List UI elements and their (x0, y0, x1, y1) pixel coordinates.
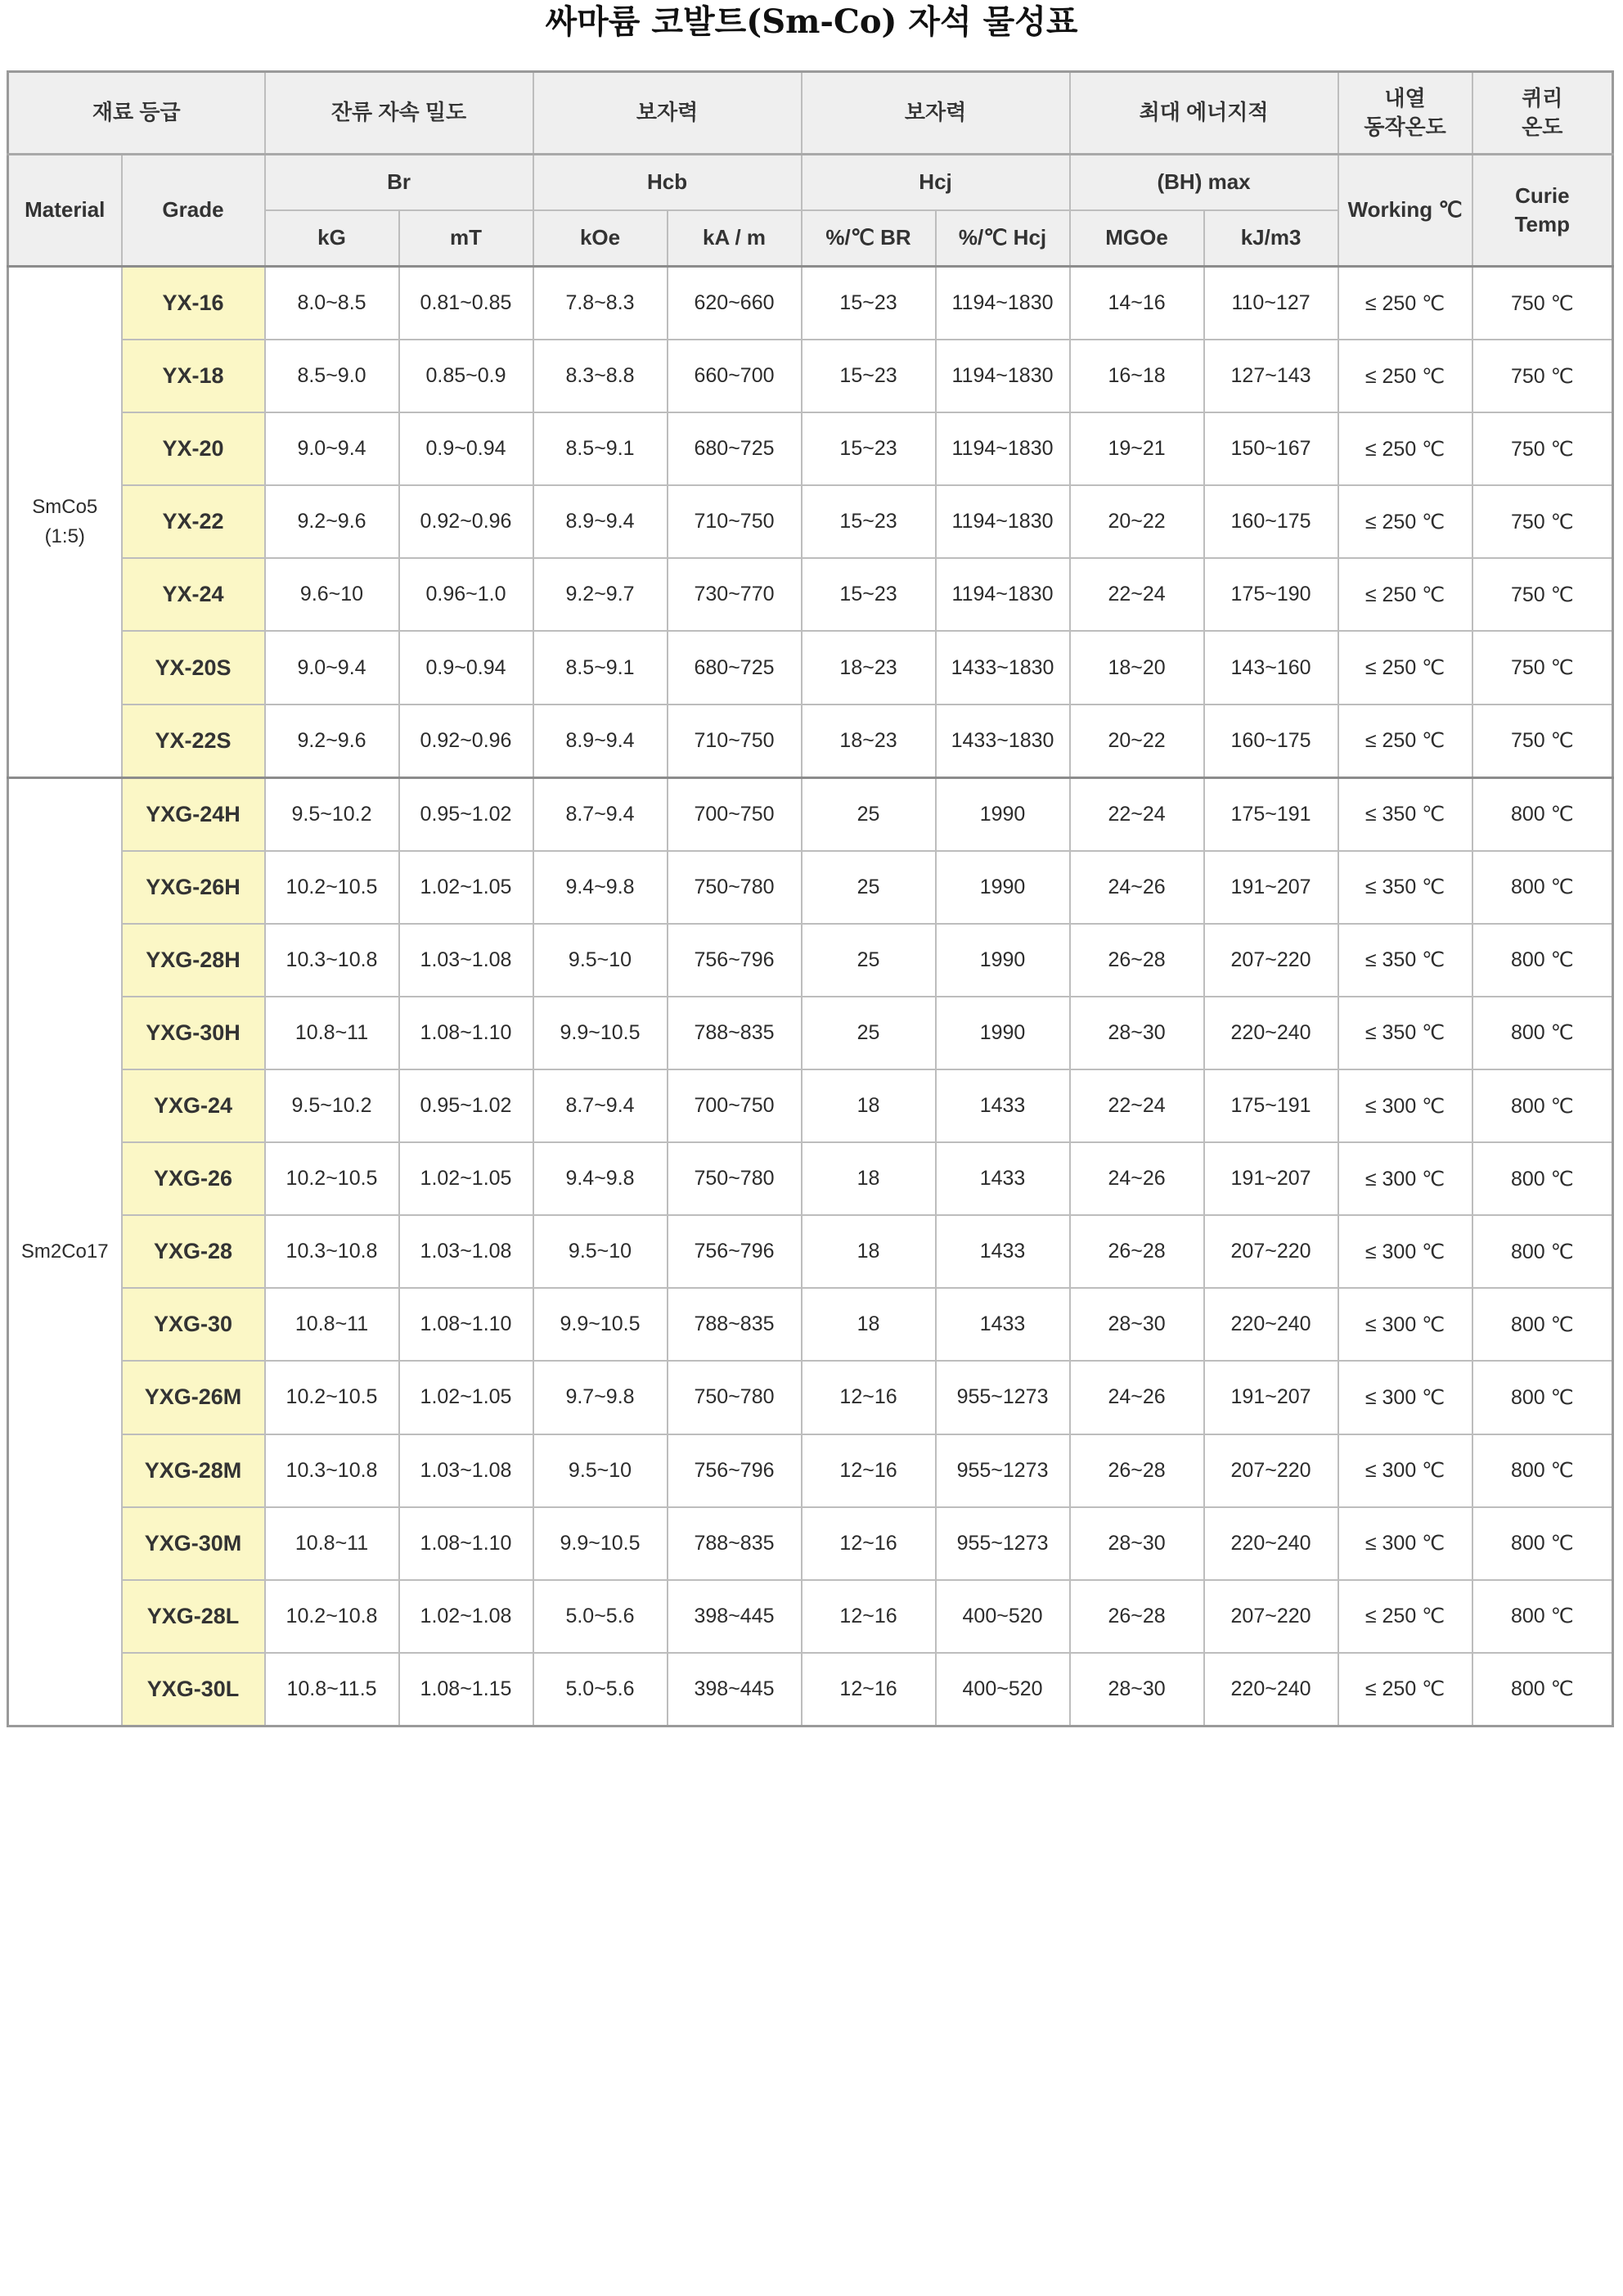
kam-cell: 756~796 (668, 1434, 802, 1507)
pct-hcj-cell: 1194~1830 (936, 485, 1070, 558)
pct-br-cell: 18~23 (802, 631, 936, 704)
pct-hcj-cell: 1433~1830 (936, 631, 1070, 704)
header-material: Material (8, 155, 122, 267)
working-cell: ≤ 250 ℃ (1338, 558, 1472, 631)
kg-cell: 9.5~10.2 (265, 777, 399, 851)
kjm3-cell: 175~191 (1204, 1069, 1338, 1142)
kjm3-cell: 191~207 (1204, 1142, 1338, 1215)
kg-cell: 8.5~9.0 (265, 340, 399, 412)
working-cell: ≤ 350 ℃ (1338, 851, 1472, 924)
pct-hcj-cell: 1194~1830 (936, 267, 1070, 340)
kam-cell: 750~780 (668, 1361, 802, 1434)
mt-cell: 1.02~1.05 (399, 1361, 533, 1434)
pct-br-cell: 12~16 (802, 1653, 936, 1727)
kjm3-cell: 191~207 (1204, 851, 1338, 924)
pct-br-cell: 25 (802, 997, 936, 1069)
kg-cell: 10.8~11 (265, 1288, 399, 1361)
table-row (8, 1069, 1613, 1142)
kam-cell: 756~796 (668, 924, 802, 997)
header-unit-pct-br: %/℃ BR (802, 210, 936, 267)
pct-br-cell: 15~23 (802, 485, 936, 558)
mt-cell: 1.02~1.05 (399, 1142, 533, 1215)
mt-cell: 0.95~1.02 (399, 777, 533, 851)
pct-hcj-cell: 1194~1830 (936, 412, 1070, 485)
kam-cell: 398~445 (668, 1580, 802, 1653)
grade-cell: YXG-28 (122, 1215, 265, 1288)
koe-cell: 7.8~8.3 (533, 267, 668, 340)
koe-cell: 9.9~10.5 (533, 997, 668, 1069)
curie-cell: 800 ℃ (1472, 1434, 1613, 1507)
pct-br-cell: 18~23 (802, 705, 936, 778)
mgoe-cell: 16~18 (1070, 340, 1204, 412)
curie-cell: 750 ℃ (1472, 412, 1613, 485)
kg-cell: 10.2~10.8 (265, 1580, 399, 1653)
pct-hcj-cell: 1433 (936, 1069, 1070, 1142)
mt-cell: 1.02~1.05 (399, 851, 533, 924)
kam-cell: 788~835 (668, 1288, 802, 1361)
kg-cell: 9.5~10.2 (265, 1069, 399, 1142)
working-cell: ≤ 300 ℃ (1338, 1142, 1472, 1215)
pct-br-cell: 15~23 (802, 412, 936, 485)
pct-br-cell: 25 (802, 851, 936, 924)
curie-cell: 750 ℃ (1472, 340, 1613, 412)
kg-cell: 9.0~9.4 (265, 412, 399, 485)
kjm3-cell: 150~167 (1204, 412, 1338, 485)
curie-cell: 800 ℃ (1472, 1361, 1613, 1434)
mt-cell: 0.92~0.96 (399, 705, 533, 778)
koe-cell: 9.4~9.8 (533, 851, 668, 924)
kjm3-cell: 175~190 (1204, 558, 1338, 631)
grade-cell: YX-22S (122, 705, 265, 778)
page-title: 싸마륨 코발트(Sm-Co) 자석 물성표 (545, 2, 1078, 41)
koe-cell: 9.5~10 (533, 924, 668, 997)
kam-cell: 700~750 (668, 777, 802, 851)
header-unit-mt: mT (399, 210, 533, 267)
table-row (8, 340, 1613, 412)
kg-cell: 10.8~11.5 (265, 1653, 399, 1727)
kam-cell: 660~700 (668, 340, 802, 412)
pct-br-cell: 12~16 (802, 1361, 936, 1434)
kg-cell: 9.2~9.6 (265, 705, 399, 778)
header-grade: Grade (122, 155, 265, 267)
pct-hcj-cell: 1990 (936, 851, 1070, 924)
header-working: Working ℃ (1338, 155, 1472, 267)
kam-cell: 680~725 (668, 631, 802, 704)
header-bh-ko: 최대 에너지적 (1070, 72, 1338, 155)
table-row (8, 1507, 1613, 1580)
working-cell: ≤ 250 ℃ (1338, 340, 1472, 412)
grade-cell: YXG-24 (122, 1069, 265, 1142)
pct-br-cell: 12~16 (802, 1580, 936, 1653)
table-row (8, 1434, 1613, 1507)
table-row (8, 777, 1613, 851)
pct-hcj-cell: 955~1273 (936, 1361, 1070, 1434)
koe-cell: 5.0~5.6 (533, 1653, 668, 1727)
header-unit-kam: kA / m (668, 210, 802, 267)
curie-cell: 800 ℃ (1472, 1142, 1613, 1215)
koe-cell: 8.7~9.4 (533, 777, 668, 851)
header-unit-koe: kOe (533, 210, 668, 267)
koe-cell: 9.9~10.5 (533, 1288, 668, 1361)
pct-br-cell: 15~23 (802, 340, 936, 412)
pct-br-cell: 15~23 (802, 558, 936, 631)
kjm3-cell: 220~240 (1204, 1507, 1338, 1580)
grade-cell: YXG-28L (122, 1580, 265, 1653)
kg-cell: 10.3~10.8 (265, 924, 399, 997)
kjm3-cell: 220~240 (1204, 997, 1338, 1069)
pct-hcj-cell: 1990 (936, 924, 1070, 997)
kg-cell: 9.0~9.4 (265, 631, 399, 704)
koe-cell: 8.3~8.8 (533, 340, 668, 412)
kjm3-cell: 143~160 (1204, 631, 1338, 704)
mgoe-cell: 26~28 (1070, 1215, 1204, 1288)
working-cell: ≤ 300 ℃ (1338, 1434, 1472, 1507)
kg-cell: 9.2~9.6 (265, 485, 399, 558)
koe-cell: 9.2~9.7 (533, 558, 668, 631)
pct-hcj-cell: 1433 (936, 1215, 1070, 1288)
curie-cell: 750 ℃ (1472, 485, 1613, 558)
grade-cell: YXG-30 (122, 1288, 265, 1361)
header-hcj-ko: 보자력 (802, 72, 1070, 155)
kg-cell: 8.0~8.5 (265, 267, 399, 340)
kg-cell: 10.3~10.8 (265, 1434, 399, 1507)
working-cell: ≤ 250 ℃ (1338, 1653, 1472, 1727)
pct-hcj-cell: 1990 (936, 997, 1070, 1069)
mt-cell: 1.08~1.10 (399, 1288, 533, 1361)
table-row (8, 1288, 1613, 1361)
mgoe-cell: 19~21 (1070, 412, 1204, 485)
table-row (8, 851, 1613, 924)
working-cell: ≤ 250 ℃ (1338, 705, 1472, 778)
mt-cell: 0.9~0.94 (399, 412, 533, 485)
pct-br-cell: 18 (802, 1215, 936, 1288)
working-cell: ≤ 300 ℃ (1338, 1069, 1472, 1142)
curie-cell: 800 ℃ (1472, 1069, 1613, 1142)
pct-br-cell: 18 (802, 1142, 936, 1215)
pct-hcj-cell: 400~520 (936, 1653, 1070, 1727)
mt-cell: 1.08~1.10 (399, 1507, 533, 1580)
pct-br-cell: 15~23 (802, 267, 936, 340)
header-hcb-ko: 보자력 (533, 72, 802, 155)
pct-br-cell: 12~16 (802, 1434, 936, 1507)
table-row (8, 412, 1613, 485)
working-cell: ≤ 250 ℃ (1338, 631, 1472, 704)
kjm3-cell: 191~207 (1204, 1361, 1338, 1434)
kjm3-cell: 220~240 (1204, 1653, 1338, 1727)
header-curie: Curie Temp (1472, 155, 1613, 267)
mt-cell: 1.03~1.08 (399, 924, 533, 997)
pct-hcj-cell: 1194~1830 (936, 340, 1070, 412)
koe-cell: 8.5~9.1 (533, 631, 668, 704)
kjm3-cell: 207~220 (1204, 1215, 1338, 1288)
kam-cell: 788~835 (668, 1507, 802, 1580)
mt-cell: 1.08~1.10 (399, 997, 533, 1069)
kam-cell: 680~725 (668, 412, 802, 485)
table-row (8, 1653, 1613, 1727)
table-row (8, 1142, 1613, 1215)
kjm3-cell: 127~143 (1204, 340, 1338, 412)
working-cell: ≤ 250 ℃ (1338, 1580, 1472, 1653)
kg-cell: 10.2~10.5 (265, 1142, 399, 1215)
kg-cell: 10.8~11 (265, 1507, 399, 1580)
curie-cell: 800 ℃ (1472, 1288, 1613, 1361)
kam-cell: 700~750 (668, 1069, 802, 1142)
mgoe-cell: 26~28 (1070, 1580, 1204, 1653)
kam-cell: 398~445 (668, 1653, 802, 1727)
mgoe-cell: 18~20 (1070, 631, 1204, 704)
working-cell: ≤ 350 ℃ (1338, 997, 1472, 1069)
header-bh: (BH) max (1070, 155, 1338, 211)
koe-cell: 8.9~9.4 (533, 705, 668, 778)
koe-cell: 9.5~10 (533, 1215, 668, 1288)
table-row (8, 558, 1613, 631)
curie-cell: 800 ℃ (1472, 924, 1613, 997)
grade-cell: YX-20S (122, 631, 265, 704)
header-br-ko: 잔류 자속 밀도 (265, 72, 533, 155)
material-cell: Sm2Co17 (8, 777, 122, 1726)
magnet-properties-table-container (7, 70, 1612, 1727)
mgoe-cell: 28~30 (1070, 997, 1204, 1069)
koe-cell: 9.9~10.5 (533, 1507, 668, 1580)
grade-cell: YXG-24H (122, 777, 265, 851)
grade-cell: YX-20 (122, 412, 265, 485)
mt-cell: 0.95~1.02 (399, 1069, 533, 1142)
pct-hcj-cell: 1433 (936, 1142, 1070, 1215)
mt-cell: 0.81~0.85 (399, 267, 533, 340)
kg-cell: 10.8~11 (265, 997, 399, 1069)
table-row (8, 631, 1613, 704)
kg-cell: 10.3~10.8 (265, 1215, 399, 1288)
kam-cell: 788~835 (668, 997, 802, 1069)
kjm3-cell: 207~220 (1204, 1434, 1338, 1507)
curie-cell: 750 ℃ (1472, 267, 1613, 340)
pct-br-cell: 25 (802, 924, 936, 997)
header-unit-pct-hcj: %/℃ Hcj (936, 210, 1070, 267)
table-body (8, 267, 1613, 1727)
mgoe-cell: 22~24 (1070, 1069, 1204, 1142)
kam-cell: 710~750 (668, 485, 802, 558)
koe-cell: 5.0~5.6 (533, 1580, 668, 1653)
mgoe-cell: 24~26 (1070, 851, 1204, 924)
curie-cell: 800 ℃ (1472, 1507, 1613, 1580)
pct-hcj-cell: 955~1273 (936, 1434, 1070, 1507)
kjm3-cell: 110~127 (1204, 267, 1338, 340)
mgoe-cell: 20~22 (1070, 485, 1204, 558)
table-row (8, 1361, 1613, 1434)
pct-br-cell: 25 (802, 777, 936, 851)
pct-br-cell: 18 (802, 1069, 936, 1142)
mgoe-cell: 28~30 (1070, 1288, 1204, 1361)
grade-cell: YXG-30M (122, 1507, 265, 1580)
mgoe-cell: 20~22 (1070, 705, 1204, 778)
mt-cell: 0.92~0.96 (399, 485, 533, 558)
mgoe-cell: 24~26 (1070, 1142, 1204, 1215)
working-cell: ≤ 350 ℃ (1338, 924, 1472, 997)
magnet-properties-table (7, 70, 1614, 1727)
header-unit-kjm3: kJ/m3 (1204, 210, 1338, 267)
working-cell: ≤ 300 ℃ (1338, 1215, 1472, 1288)
kam-cell: 750~780 (668, 851, 802, 924)
working-cell: ≤ 250 ℃ (1338, 485, 1472, 558)
mt-cell: 1.02~1.08 (399, 1580, 533, 1653)
table-row (8, 1580, 1613, 1653)
koe-cell: 9.7~9.8 (533, 1361, 668, 1434)
blank-page-area (0, 1743, 1623, 2296)
mt-cell: 1.08~1.15 (399, 1653, 533, 1727)
grade-cell: YX-22 (122, 485, 265, 558)
pct-hcj-cell: 1433~1830 (936, 705, 1070, 778)
header-row-korean (8, 72, 1613, 155)
header-br: Br (265, 155, 533, 211)
table-header (8, 72, 1613, 267)
kam-cell: 710~750 (668, 705, 802, 778)
curie-cell: 800 ℃ (1472, 1580, 1613, 1653)
grade-cell: YXG-30H (122, 997, 265, 1069)
pct-hcj-cell: 1194~1830 (936, 558, 1070, 631)
header-material-grade-ko: 재료 등급 (8, 72, 265, 155)
mt-cell: 1.03~1.08 (399, 1434, 533, 1507)
kjm3-cell: 207~220 (1204, 1580, 1338, 1653)
kam-cell: 750~780 (668, 1142, 802, 1215)
working-cell: ≤ 250 ℃ (1338, 267, 1472, 340)
mgoe-cell: 14~16 (1070, 267, 1204, 340)
curie-cell: 750 ℃ (1472, 631, 1613, 704)
kam-cell: 620~660 (668, 267, 802, 340)
koe-cell: 8.7~9.4 (533, 1069, 668, 1142)
grade-cell: YX-16 (122, 267, 265, 340)
table-row (8, 924, 1613, 997)
curie-cell: 800 ℃ (1472, 1215, 1613, 1288)
header-curie-ko: 퀴리 온도 (1472, 72, 1613, 155)
grade-cell: YX-18 (122, 340, 265, 412)
mt-cell: 1.03~1.08 (399, 1215, 533, 1288)
kjm3-cell: 207~220 (1204, 924, 1338, 997)
mgoe-cell: 26~28 (1070, 924, 1204, 997)
curie-cell: 800 ℃ (1472, 851, 1613, 924)
pct-hcj-cell: 1990 (936, 777, 1070, 851)
mgoe-cell: 22~24 (1070, 777, 1204, 851)
mgoe-cell: 22~24 (1070, 558, 1204, 631)
grade-cell: YX-24 (122, 558, 265, 631)
pct-br-cell: 18 (802, 1288, 936, 1361)
grade-cell: YXG-26M (122, 1361, 265, 1434)
curie-cell: 800 ℃ (1472, 777, 1613, 851)
table-row (8, 705, 1613, 778)
header-hcj: Hcj (802, 155, 1070, 211)
koe-cell: 9.5~10 (533, 1434, 668, 1507)
curie-cell: 800 ℃ (1472, 997, 1613, 1069)
working-cell: ≤ 300 ℃ (1338, 1507, 1472, 1580)
table-row (8, 485, 1613, 558)
grade-cell: YXG-26H (122, 851, 265, 924)
working-cell: ≤ 300 ℃ (1338, 1361, 1472, 1434)
grade-cell: YXG-28H (122, 924, 265, 997)
curie-cell: 750 ℃ (1472, 558, 1613, 631)
header-hcb: Hcb (533, 155, 802, 211)
koe-cell: 9.4~9.8 (533, 1142, 668, 1215)
kjm3-cell: 160~175 (1204, 705, 1338, 778)
pct-hcj-cell: 1433 (936, 1288, 1070, 1361)
curie-cell: 800 ℃ (1472, 1653, 1613, 1727)
grade-cell: YXG-28M (122, 1434, 265, 1507)
pct-hcj-cell: 955~1273 (936, 1507, 1070, 1580)
mgoe-cell: 26~28 (1070, 1434, 1204, 1507)
header-row-english (8, 155, 1613, 211)
header-working-ko: 내열 동작온도 (1338, 72, 1472, 155)
koe-cell: 8.9~9.4 (533, 485, 668, 558)
header-unit-kg: kG (265, 210, 399, 267)
mt-cell: 0.85~0.9 (399, 340, 533, 412)
kam-cell: 730~770 (668, 558, 802, 631)
pct-hcj-cell: 400~520 (936, 1580, 1070, 1653)
kjm3-cell: 160~175 (1204, 485, 1338, 558)
grade-cell: YXG-30L (122, 1653, 265, 1727)
header-unit-mgoe: MGOe (1070, 210, 1204, 267)
mgoe-cell: 28~30 (1070, 1653, 1204, 1727)
koe-cell: 8.5~9.1 (533, 412, 668, 485)
table-row (8, 1215, 1613, 1288)
grade-cell: YXG-26 (122, 1142, 265, 1215)
kjm3-cell: 175~191 (1204, 777, 1338, 851)
mt-cell: 0.96~1.0 (399, 558, 533, 631)
table-row (8, 267, 1613, 340)
kjm3-cell: 220~240 (1204, 1288, 1338, 1361)
mgoe-cell: 24~26 (1070, 1361, 1204, 1434)
kg-cell: 9.6~10 (265, 558, 399, 631)
material-cell: SmCo5 (1:5) (8, 267, 122, 778)
kam-cell: 756~796 (668, 1215, 802, 1288)
kg-cell: 10.2~10.5 (265, 1361, 399, 1434)
pct-br-cell: 12~16 (802, 1507, 936, 1580)
working-cell: ≤ 300 ℃ (1338, 1288, 1472, 1361)
curie-cell: 750 ℃ (1472, 705, 1613, 778)
kg-cell: 10.2~10.5 (265, 851, 399, 924)
working-cell: ≤ 350 ℃ (1338, 777, 1472, 851)
working-cell: ≤ 250 ℃ (1338, 412, 1472, 485)
mgoe-cell: 28~30 (1070, 1507, 1204, 1580)
table-row (8, 997, 1613, 1069)
mt-cell: 0.9~0.94 (399, 631, 533, 704)
